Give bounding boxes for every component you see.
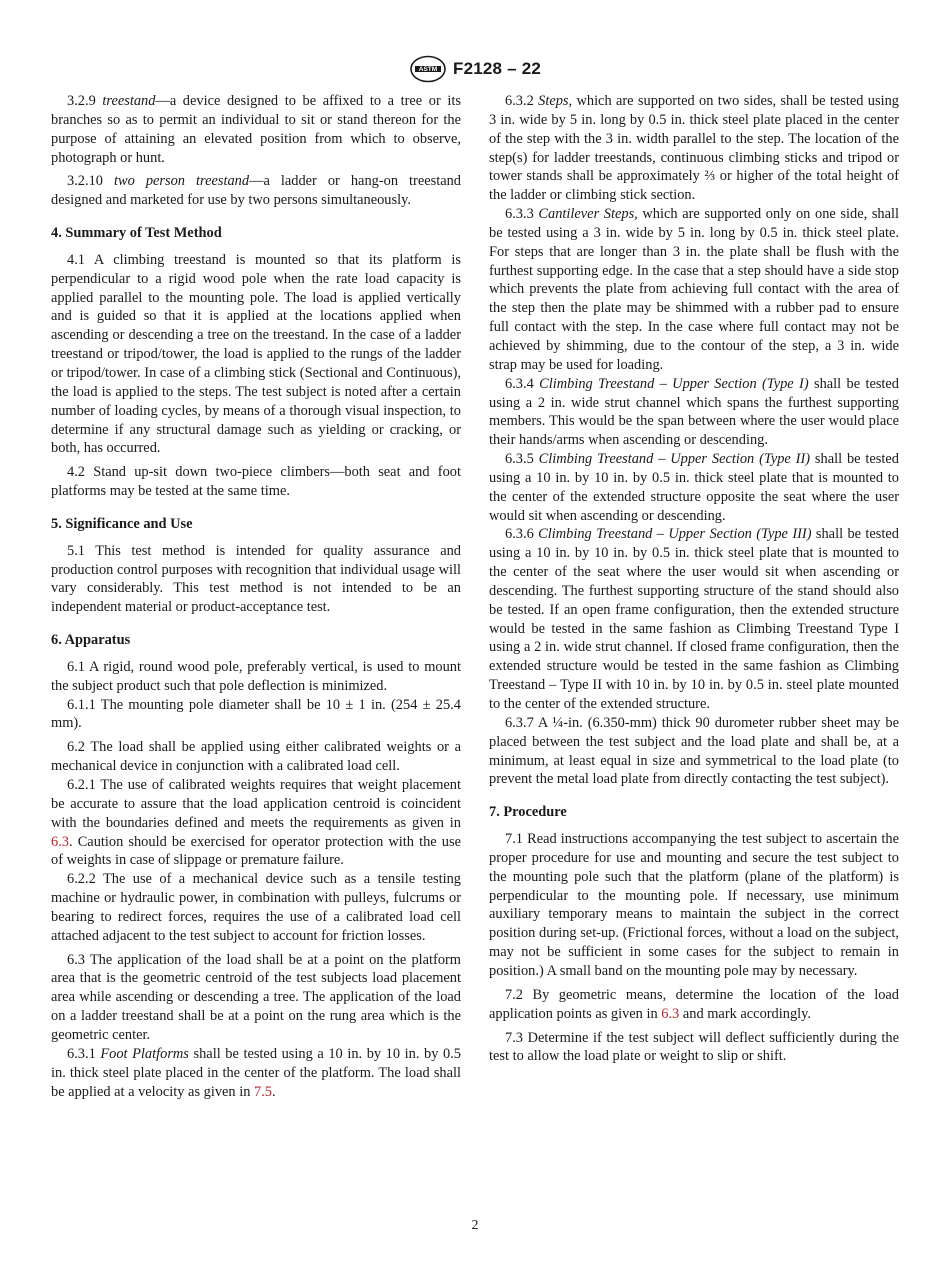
page-header xyxy=(0,54,950,84)
section-heading-4: 4. Summary of Test Method xyxy=(51,225,222,242)
paragraph-7-3: 7.3 Determine if the test subject will deflect sufficiently during the test to allow the load plate or weight to slip or shift. xyxy=(489,1029,899,1065)
paragraph-3-2-10: 3.2.10 two person treestand—a ladder or hang-on treestand designed and marketed for use by two persons simultaneously. xyxy=(51,173,461,209)
paragraph-3-2-9: 3.2.9 treestand—a device designed to be affixed to a tree or its branches so as to permit an individual to sit or stand thereon for the purpose of attaining an elevated position from which to observe, photograph or hunt. xyxy=(51,93,461,166)
right-column xyxy=(489,92,899,1071)
paragraph-4-1: 4.1 A climbing treestand is mounted so that its platform is perpendicular to a rigid wood pole when the rate load capacity is applied parallel to the mounting pole. The load is applied vertically and is guided so that it is applied at the locations applied when ascending or descending a tree on the treestand. In the case of a ladder treestand or tripod/tower, the load is applied to the rungs of the ladder or tripod/tower. In case of a climbing stick (Sectional and Continuous), the load is applied to the steps. The test subject is noted after a certain number of loading cycles, by means of a thorough visual inspection, to determine if any structural damage such as yielding or cracking, or both, has occurred. xyxy=(51,251,461,457)
paragraph-6-1-1: 6.1.1 The mounting pole diameter shall be 10 ± 1 in. (254 ± 25.4 mm). xyxy=(51,696,461,732)
cross-reference-link[interactable]: 6.3 xyxy=(51,833,69,850)
paragraph-6-2-2: 6.2.2 The use of a mechanical device such as a tensile testing machine or hydraulic power, in combination with pulleys, fulcrums or bearing to redirect forces, requires the use of a calibrated load cell attached adjacent to the test subject to account for friction losses. xyxy=(51,871,461,944)
section-heading-6: 6. Apparatus xyxy=(51,632,131,649)
standard-designation: F2128 – 22 xyxy=(452,59,541,78)
term-treestand: treestand xyxy=(102,93,156,109)
paragraph-6-2-1: 6.2.1 The use of calibrated weights requires that weight placement be accurate to assure that the load application centroid is coincident with the boundaries defined and meets the requirements as given in 6.3. Caution should be exercised for operator protection with the use of weights in case of slippage or premature failure. xyxy=(51,777,461,869)
paragraph-7-2: 7.2 By geometric means, determine the location of the load application points as given in 6.3 and mark accordingly. xyxy=(489,986,899,1022)
cross-reference-link[interactable]: 7.5 xyxy=(254,1083,273,1100)
paragraph-6-3-3: 6.3.3 Cantilever Steps, which are supported only on one side, shall be tested using a 3 in. wide by 5 in. long by 0.5 in. thick steel plate. For steps that are longer than 3 in. the plate shall be flush with the furthest supporting edge. In the case that a step should have a side stop which prevents the plate from achieving full contact with the area of the step then the plate may be shimmed with a rubber pad to ensure full contact with the step. In the case where full contact may not be achieved by shimming, due to the contour of the step, a 3 in. wide strap may be used for loading. xyxy=(489,206,900,373)
paragraph-6-3: 6.3 The application of the load shall be at a point on the platform area that is the geometric centroid of the test subjects load placement area while ascending or descending a tree. The application of the load on a ladder treestand shall be at a point on the rung area which is the geometric center. xyxy=(51,951,461,1043)
section-heading-5: 5. Significance and Use xyxy=(51,515,193,532)
paragraph-7-1: 7.1 Read instructions accompanying the test subject to ascertain the proper procedure for use and mounting and secure the test subject to the mounting pole such that the platform (plane of the platform) is perpendicular to the mounting pole. If necessary, use minimum auxiliary temporary means to maintain the subject in the correct position during set-up. (Frictional forces, without a load on the subject, may not be sufficient in some cases for the subject to remain in position.) A small band on the mounting pole may by necessary. xyxy=(489,831,899,979)
term-upper-section-type-2: Climbing Treestand – Upper Section (Type II) xyxy=(538,451,811,468)
left-column xyxy=(51,92,461,1106)
astm-logo-icon xyxy=(409,55,447,83)
paragraph-6-1: 6.1 A rigid, round wood pole, preferably vertical, is used to mount the subject product such that pole deflection is minimized. xyxy=(51,658,461,694)
paragraph-4-2: 4.2 Stand up-sit down two-piece climbers—both seat and foot platforms may be tested at the same time. xyxy=(51,464,461,500)
svg-text:ASTM: ASTM xyxy=(418,66,438,74)
term-cantilever-steps: Cantilever Steps, xyxy=(538,206,638,223)
cross-reference-link[interactable]: 6.3 xyxy=(661,1005,680,1022)
term-foot-platforms: Foot Platforms xyxy=(100,1045,189,1062)
term-two-person-treestand: two person treestand xyxy=(114,173,250,190)
term-steps: Steps, xyxy=(538,93,573,109)
paragraph-6-3-5: 6.3.5 Climbing Treestand – Upper Section (Type II) shall be tested using a 10 in. by 10 in. by 0.5 in. thick steel plate that is mounted to the center of the extended structure opposite the seat where the user would sit when ascending or descending. xyxy=(489,451,899,524)
paragraph-6-3-4: 6.3.4 Climbing Treestand – Upper Section (Type I) shall be tested using a 2 in. wide strut channel which spans the furthest supporting members. This would be the span between where the user would place their hands/arms when ascending or descending. xyxy=(489,375,900,449)
paragraph-6-2: 6.2 The load shall be applied using either calibrated weights or a mechanical device in conjunction with a calibrated load cell. xyxy=(51,739,461,775)
term-upper-section-type-1: Climbing Treestand – Upper Section (Type I) xyxy=(539,375,809,392)
term-upper-section-type-3: Climbing Treestand – Upper Section (Type III) xyxy=(538,526,812,543)
section-heading-7: 7. Procedure xyxy=(489,804,567,821)
page-number: 2 xyxy=(471,1218,479,1233)
paragraph-6-3-1: 6.3.1 Foot Platforms shall be tested using a 10 in. by 10 in. by 0.5 in. thick steel plate placed in the center of the platform. The load shall be applied at a velocity as given in 7.5. xyxy=(51,1045,461,1100)
paragraph-6-3-6: 6.3.6 Climbing Treestand – Upper Section (Type III) shall be tested using a 10 in. by 10 in. by 0.5 in. thick steel plate that is mounted to the center of the seat where the user would sit when ascending or descending. The furthest supporting structure of the stand should also be tested. If an open frame configuration, then the extended structure would be tested in the same fashion as Climbing Treestand Type I using a 2 in. wide strut channel. If closed frame configuration, then the extended structure would be tested in the same fashion as Climbing Treestand – Type II with 10 in. by 10 in. by 0.5 in. steel plate mounted to the center of the extended structure. xyxy=(489,526,899,712)
paragraph-6-3-7: 6.3.7 A ¼-in. (6.350-mm) thick 90 durometer rubber sheet may be placed between the test subject and the load plate and shall be, at a minimum, at least equal in size and symmetrical to the load plate (to prevent the metal load plate from directly contacting the test subject). xyxy=(489,714,899,788)
paragraph-6-3-2: 6.3.2 Steps, which are supported on two sides, shall be tested using 3 in. wide by 5 in. long by 0.5 in. thick steel plate placed in the center of the step with the 3 in. width parallel to the step. The location of the step(s) for ladder treestands, continuous climbing sticks and tripod or tower stands shall be approximately ⅔ or higher of the total height of the ladder or climbing stick section. xyxy=(489,93,899,204)
paragraph-5-1: 5.1 This test method is intended for quality assurance and production control purposes with recognition that individual usage will vary considerably. This test method is not intended to be an independent material or product-acceptance test. xyxy=(51,542,461,616)
